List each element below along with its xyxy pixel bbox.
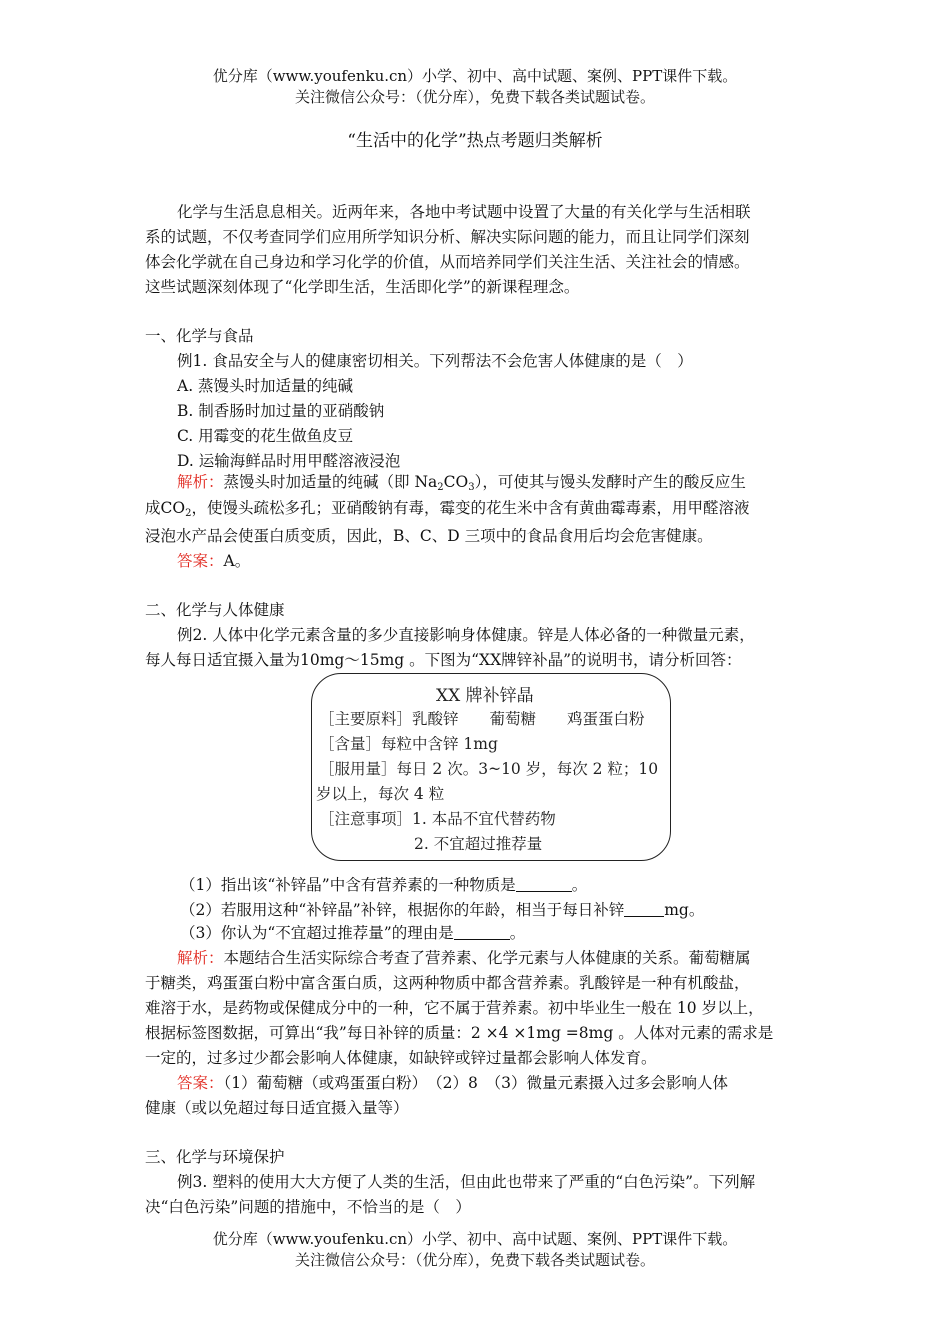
intro-line: 化学与生活息息相关。近两年来，各地中考试题中设置了大量的有关化学与生活相联 (177, 203, 751, 221)
product-label-notes-2: 2. 不宜超过推荐量 (414, 835, 543, 853)
analysis-2-line-4: 根据标签图数据，可算出“我”每日补锌的质量：2 ×4 ×1mg =8mg 。人体对元素的需求是 (145, 1024, 774, 1042)
analysis-2-line-2: 于糖类，鸡蛋蛋白粉中富含蛋白质，这两种物质中都含营养素。乳酸锌是一种有机酸盐， (145, 974, 750, 992)
analysis-2-line-3: 难溶于水，是药物或保健成分中的一种，它不属于营养素。初中毕业生一般在 10 岁以上， (145, 999, 764, 1017)
header-line-2: 关注微信公众号：（优分库），免费下载各类试题试卷。 (294, 88, 655, 106)
option-b: B. 制香肠时加过量的亚硝酸钠 (177, 402, 385, 420)
option-d: D. 运输海鲜品时用甲醛溶液浸泡 (177, 452, 401, 470)
option-a: A. 蒸馒头时加适量的纯碱 (177, 377, 354, 395)
example-1-question: 例1. 食品安全与人的健康密切相关。下列帮法不会危害人体健康的是（ ） (177, 352, 693, 370)
analysis-label: 解析： (177, 949, 224, 967)
product-label-notes: ［注意事项］1. 本品不宜代替药物 (319, 810, 556, 828)
answer-2-line-1: 答案：（1）葡萄糖（或鸡蛋蛋白粉） （2）8 （3）微量元素摄入过多会影响人体 (177, 1074, 728, 1092)
product-label-dosage: ［服用量］每日 2 次。3~10 岁，每次 2 粒；10 (319, 760, 659, 778)
analysis-1-line-1: 解析：蒸馒头时加适量的纯碱（即 $Na_2CO_3$），可使其与馒头发酵时产生的酸反应生 (177, 473, 746, 493)
section-1-heading: 一、化学与食品 (145, 327, 254, 345)
product-label-ingredients: ［主要原料］乳酸锌 葡萄糖 鸡蛋蛋白粉 (319, 710, 645, 728)
analysis-1-line-3: 浸泡水产品会使蛋白质变质，因此，B、C、D 三项中的食品食用后均会危害健康。 (145, 527, 713, 545)
intro-line: 这些试题深刻体现了“化学即生活，生活即化学”的新课程理念。 (145, 278, 580, 296)
footer-line-1: 优分库（www.youfenku.cn）小学、初中、高中试题、案例、PPT课件下载。 (212, 1230, 738, 1248)
example-3-question-line-1: 例3. 塑料的使用大大方便了人类的生活，但由此也带来了严重的“白色污染”。下列解 (177, 1173, 756, 1191)
footer-line-2: 关注微信公众号：（优分库），免费下载各类试题试卷。 (294, 1251, 655, 1269)
example-2-question-line-2: 每人每日适宜摄入量为10mg～15mg 。下图为“XX牌锌补晶”的说明书，请分析回答： (145, 651, 742, 669)
section-2-heading: 二、化学与人体健康 (145, 601, 285, 619)
intro-line: 系的试题，不仅考查同学们应用所学知识分析、解决实际问题的能力，而且让同学们深刻 (145, 228, 750, 246)
answer-1: 答案：A。 (177, 552, 251, 570)
sub-question-2: （2）若服用这种“补锌晶”补锌，根据你的年龄，相当于每日补锌 mg。 (180, 901, 705, 919)
example-2-question-line-1: 例2. 人体中化学元素含量的多少直接影响身体健康。锌是人体必备的一种微量元素， (177, 626, 755, 644)
answer-blank (516, 877, 572, 892)
section-3-heading: 三、化学与环境保护 (145, 1148, 285, 1166)
sub-question-1: （1）指出该“补锌晶”中含有营养素的一种物质是 。 (180, 876, 588, 894)
example-3-question-line-2: 决“白色污染”问题的措施中，不恰当的是（ ） (145, 1198, 471, 1216)
product-label-dosage-cont: 岁以上，每次 4 粒 (316, 785, 445, 803)
product-label-content: ［含量］每粒中含锌 1mg (319, 735, 498, 753)
analysis-2-line-5: 一定的，过多过少都会影响人体健康，如缺锌或锌过量都会影响人体发育。 (145, 1049, 657, 1067)
answer-blank (624, 902, 664, 917)
answer-label: 答案： (177, 1074, 224, 1092)
option-c: C. 用霉变的花生做鱼皮豆 (177, 427, 354, 445)
sub-question-3: （3）你认为“不宜超过推荐量”的理由是 。 (180, 924, 526, 942)
answer-2-line-2: 健康（或以免超过每日适宜摄入量等） (145, 1099, 409, 1117)
analysis-label: 解析： (177, 473, 224, 491)
analysis-2-line-1: 解析：本题结合生活实际综合考查了营养素、化学元素与人体健康的关系。葡萄糖属 (177, 949, 751, 967)
analysis-1-line-2: 成$CO_2$，使馒头疏松多孔；亚硝酸钠有毒，霉变的花生米中含有黄曲霉毒素，用甲醛溶液 (145, 499, 750, 519)
answer-label: 答案： (177, 552, 224, 570)
answer-blank (454, 925, 510, 940)
product-label-title: XX 牌补锌晶 (436, 686, 534, 706)
header-line-1: 优分库（www.youfenku.cn）小学、初中、高中试题、案例、PPT课件下载。 (212, 67, 738, 85)
document-title: “生活中的化学”热点考题归类解析 (347, 131, 603, 151)
intro-line: 体会化学就在自己身边和学习化学的价值，从而培养同学们关注生活、关注社会的情感。 (145, 253, 750, 271)
